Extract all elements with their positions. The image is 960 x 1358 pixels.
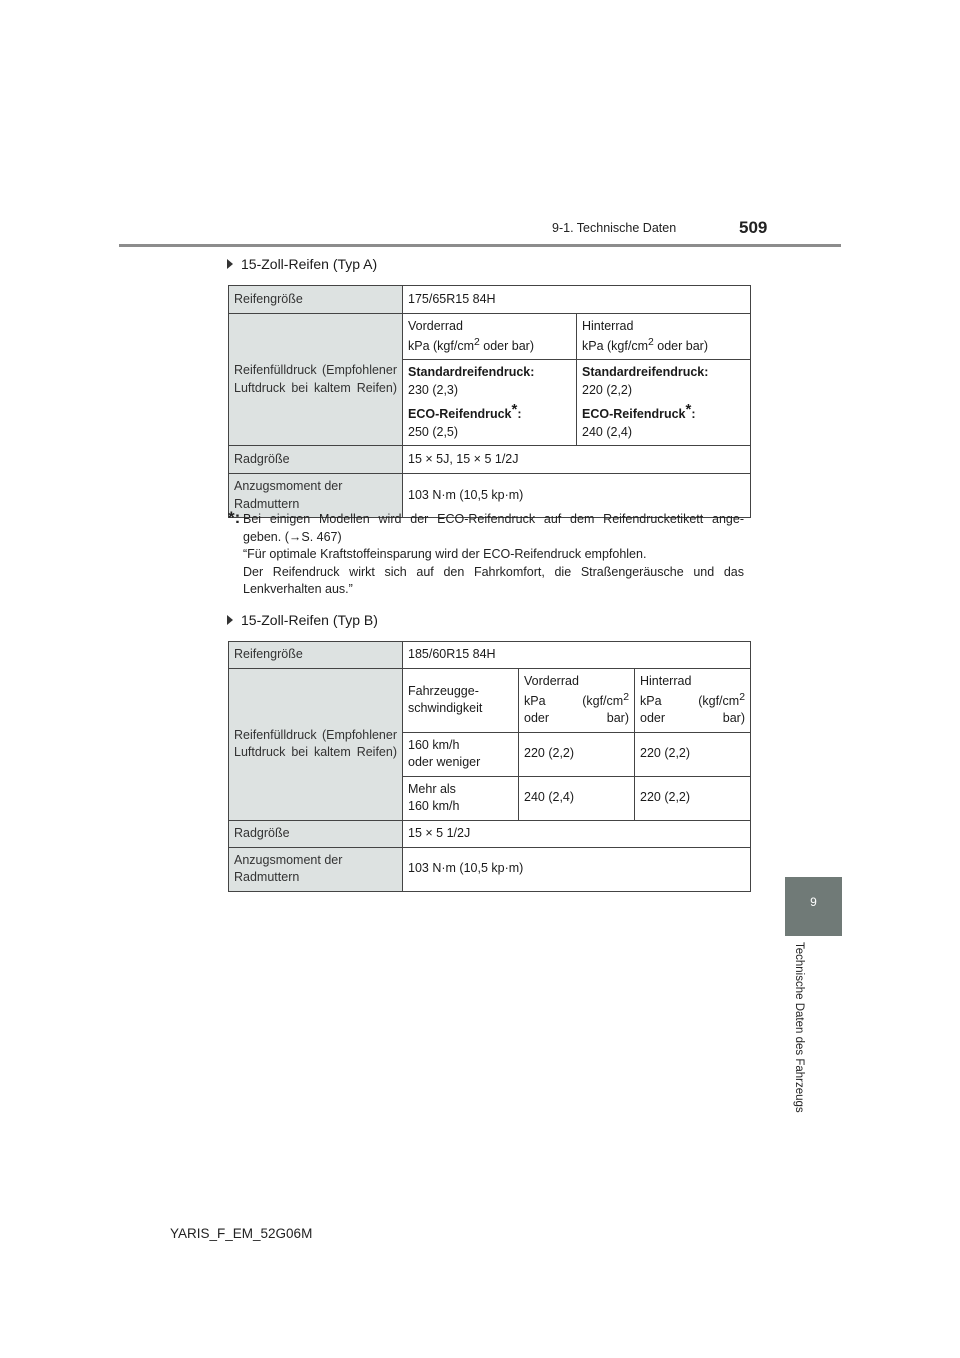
rear-wheel-header: Hinterrad kPa ($kgf/cm^2$ oder bar) [577, 314, 751, 360]
header-section-title: 9-1. Technische Daten [552, 221, 677, 235]
pressure-label: Reifenfülldruck (Empfohlener Luftdruck bei kaltem Reifen) [229, 314, 403, 446]
tire-table-type-b [228, 641, 751, 892]
table-row [229, 446, 751, 474]
speed-range-1: 160 km/h oder weniger [403, 732, 519, 776]
wheel-size-value: 15 × 5J, 15 × 5 1/2J [403, 446, 751, 474]
section-heading-text: 15-Zoll-Reifen (Typ B) [241, 612, 378, 628]
front-wheel-pressure: Standardreifendruck: 230 (2,3) ECO-Reifendruck*: 250 (2,5) [403, 360, 577, 446]
rear-wheel-pressure: Standardreifendruck: 220 (2,2) ECO-Reifendruck*: 240 (2,4) [577, 360, 751, 446]
front-pressure-2: 240 (2,4) [519, 776, 635, 820]
table-row [229, 847, 751, 891]
torque-label: Anzugsmoment der Radmuttern [229, 474, 403, 518]
front-wheel-header: Vorderrad kPa ($kgf/cm^2$ oder bar) [519, 669, 635, 733]
section-heading-type-a [227, 256, 377, 272]
page-number: 509 [739, 218, 768, 237]
rear-pressure-1: 220 (2,2) [635, 732, 751, 776]
chapter-tab [785, 877, 842, 936]
table-row [229, 820, 751, 847]
table-row [229, 642, 751, 669]
speed-range-2: Mehr als 160 km/h [403, 776, 519, 820]
tire-size-value: 185/60R15 84H [403, 642, 751, 669]
torque-value: 103 N·m (10,5 kp·m) [403, 847, 751, 891]
rear-wheel-header: Hinterrad kPa ($kgf/cm^2$ oder bar) [635, 669, 751, 733]
tire-size-value: 175/65R15 84H [403, 286, 751, 314]
wheel-size-value: 15 × 5 1/2J [403, 820, 751, 847]
footnote [228, 508, 744, 599]
torque-label: Anzugsmoment der Radmuttern [229, 847, 403, 891]
table-row [229, 314, 751, 360]
section-heading-type-b [227, 612, 378, 628]
pressure-label: Reifenfülldruck (Empfohlener Luftdruck bei kaltem Reifen) [229, 669, 403, 821]
footnote-line: Lenkverhalten aus.” [243, 582, 353, 596]
chapter-title-vertical: Technische Daten des Fahrzeugs [793, 942, 805, 1113]
section-heading-text: 15-Zoll-Reifen (Typ A) [241, 256, 378, 272]
footnote-marker: *: [228, 508, 241, 527]
torque-value: 103 N·m (10,5 kp·m) [403, 474, 751, 518]
document-code: YARIS_F_EM_52G06M [170, 1226, 313, 1241]
tire-size-label: Reifengröße [229, 642, 403, 669]
front-pressure-1: 220 (2,2) [519, 732, 635, 776]
rear-pressure-2: 220 (2,2) [635, 776, 751, 820]
tire-table-type-a [228, 285, 751, 518]
tire-size-label: Reifengröße [229, 286, 403, 314]
wheel-size-label: Radgröße [229, 446, 403, 474]
speed-header: Fahrzeugge- schwindigkeit [403, 669, 519, 733]
footnote-line: “Für optimale Kraftstoffeinsparung wird der ECO-Reifendruck empfohlen. [243, 547, 647, 561]
wheel-size-label: Radgröße [229, 820, 403, 847]
chapter-number: 9 [810, 895, 817, 909]
triangle-bullet-icon [227, 259, 233, 269]
triangle-bullet-icon [227, 615, 233, 625]
footnote-line: Bei einigen Modellen wird der ECO-Reifendruck auf dem Reifendrucketikett ange- [243, 512, 744, 526]
footnote-line: geben. (→S. 467) [243, 529, 342, 544]
table-row [229, 286, 751, 314]
front-wheel-header: Vorderrad kPa ($kgf/cm^2$ oder bar) [403, 314, 577, 360]
footnote-line: Der Reifendruck wirkt sich auf den Fahrkomfort, die Straßengeräusche und das [243, 564, 744, 579]
table-row [229, 669, 751, 733]
header-rule [119, 244, 841, 247]
